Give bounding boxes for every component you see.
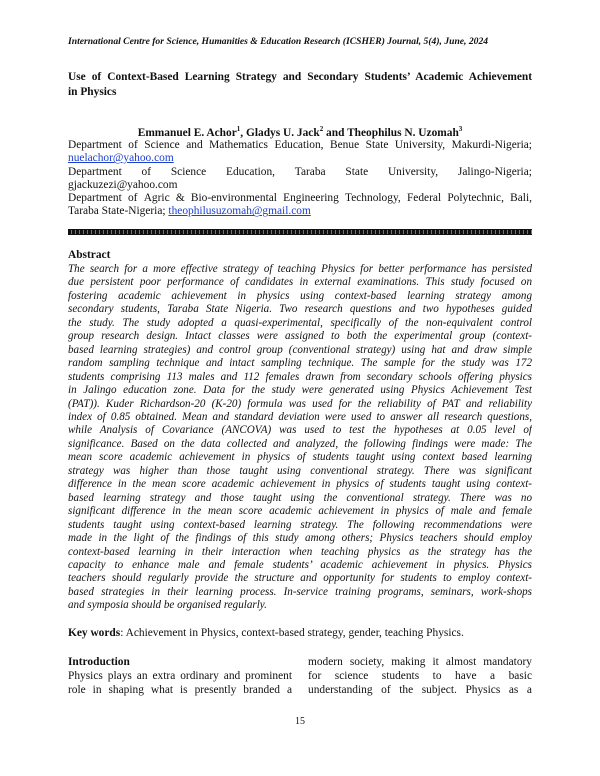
abstract-line: made in the light of the findings of this study among others; Physics teachers should employ [68,532,532,545]
email-link-uzomah[interactable]: theophilusuzomah@gmail.com [168,205,311,218]
affiliation-word: Polytechnic, [447,192,504,205]
abstract-line: the study. The study adopted a quasi-experimental, specifically of the non-equivalent control [68,316,532,329]
abstract-line: while Analysis of Covariance (ANCOVA) was used to test the hypotheses at 0.05 level of [68,424,532,437]
affiliation-word: Science [144,139,180,151]
affiliation-2 [68,166,532,179]
abstract-line: strategy was higher than those taught using conventional strategy. There was significant [68,464,532,477]
intro-line: understanding of the subject. Physics as a [308,684,532,696]
affiliation-3-cont: Taraba State-Nigeria; [68,205,169,218]
abstract-line: random sampling technique and intact sampling technique. The sample for the study was 172 [68,357,532,370]
affiliation-word: Technology, [345,192,401,205]
abstract-line: based learning strategies) and control group (conventional strategy) using hat and draw simple [68,343,532,356]
title-line: in Physics [68,86,117,98]
author-name: Gladys U. Jack [245,126,320,139]
author-affil-number: 3 [458,125,463,133]
affiliation-word: Benue [330,139,360,151]
abstract-line: context-based learning in their interaction when teaching physics as the strategy has the [68,545,532,558]
affiliation-word: of [128,139,138,151]
intro-left-column [68,655,292,697]
affiliation-word: Bali, [510,192,532,205]
affiliation-word: University, [394,139,446,151]
abstract-line: in Jalingo education zone. Data for the study were generated using Physics Achievement Test [68,384,532,397]
affiliation-word: & [175,192,185,205]
abstract-line: based strategies in their learning process. In-service training programs, seminars, work-shops [68,585,532,598]
abstract-line: significant difference in the mean score academic achievement in physics of male and female [68,505,532,518]
intro-line: for science students to have a basic [308,670,532,682]
affiliation-3 [68,192,532,205]
abstract-heading: Abstract [68,249,111,261]
author-affil-number: 1 [236,125,241,133]
affiliation-word: Department [68,192,122,205]
author-name: Theophilus N. Uzomah [347,126,459,139]
abstract-line: significance. Based on the data collected and analyzed, the following findings were made: The [68,437,532,450]
intro-line: modern society, making it almost mandatory [308,656,532,668]
abstract-line: secondary students, Taraba State Nigeria. Two research questions and two hypotheses guided [68,303,532,316]
affiliation-word: Makurdi-Nigeria; [451,139,532,151]
abstract-line: mean score academic achievement in physics of students taught using context based learning [68,451,532,464]
affiliation-word: of [127,192,138,205]
keywords-label: Key words [68,627,121,639]
abstract-line: students taught using context-based learning strategy. The following recommendations were [68,518,532,531]
abstract-line: due persistent poor performance of candidates in external examinations. This study focused on [68,276,532,289]
authors [68,125,532,139]
affiliation-word: Education, [274,139,324,151]
affiliation-word: of [141,165,152,178]
affiliation-word: Engineering [283,192,339,205]
affiliation-word: Education, [226,165,276,178]
affiliation-word: Department [68,139,122,151]
abstract-line: and symposia should be organised regularly. [68,599,267,612]
author-separator: , [240,126,246,139]
intro-line: role in shaping what is presently branded a [68,684,292,696]
affiliation-word: Agric [143,192,170,205]
affiliation-word: State [365,139,389,151]
email-jack: gjackuzezi@yahoo.com [68,178,178,191]
affiliation-word: Science [170,165,207,178]
journal-header: International Centre for Science, Humanities & Education Research (ICSHER) Journal, 5(4), June, 2024 [68,36,489,47]
affiliation-word: Bio-environmental [190,192,277,205]
abstract-line: capacity to enhance male and female students’ academic achievement in physics. Physics [68,558,532,571]
title-line: Use of Context-Based Learning Strategy and Secondary Students’ Academic Achievement [68,71,532,83]
affiliation-word: State [345,165,369,178]
affiliation-word: and [186,139,203,151]
abstract-line: group research design. Intact classes were assigned to both the experimental group (context- [68,330,532,343]
affiliation-word: Department [68,165,122,178]
email-link-achor[interactable]: nuelachor@yahoo.com [68,152,174,165]
author-affil-number: 2 [319,125,324,133]
abstract-line: teachers should regularly provide the structure and opportunity for students to employ context- [68,572,532,585]
author-name: Emmanuel E. Achor [137,126,237,139]
keywords-text: : Achievement in Physics, context-based strategy, gender, teaching Physics. [120,627,464,639]
affiliation-word: Federal [406,192,442,205]
keywords [68,627,532,639]
section-divider [68,229,532,235]
paper-title [68,70,532,100]
affiliations [68,139,532,219]
abstract-line: based learning strategy and those taught using the conventional strategy. There was no [68,491,532,504]
abstract-line: fostering academic achievement in physics using context-based learning strategy among [68,289,532,302]
abstract-line: (PAT)). Kuder Richardson-20 (K-20) formula was used for the reliability of PAT and reliability [68,397,532,410]
affiliation-1 [68,139,532,152]
intro-right-column [308,655,532,697]
abstract-body [68,263,532,613]
abstract-line: index of 0.85 obtained. Mean and standard deviation were used to answer all research questions, [68,410,532,423]
page-number: 15 [295,716,305,727]
abstract-line: difference in the mean score academic achievement in physics of students taught using context- [68,478,532,491]
author-separator: and [323,126,348,139]
abstract-line: students comprising 113 males and 112 females drawn from secondary schools offering physics [68,370,532,383]
intro-heading: Introduction [68,656,130,668]
affiliation-word: University, [387,165,439,178]
affiliation-word: Jalingo-Nigeria; [457,165,532,178]
abstract-line: The search for a more effective strategy of teaching Physics for better performance has persisted [68,263,532,275]
intro-line: Physics plays an extra ordinary and prominent [68,670,292,682]
affiliation-word: Taraba [294,165,326,178]
affiliation-word: Mathematics [209,139,268,151]
